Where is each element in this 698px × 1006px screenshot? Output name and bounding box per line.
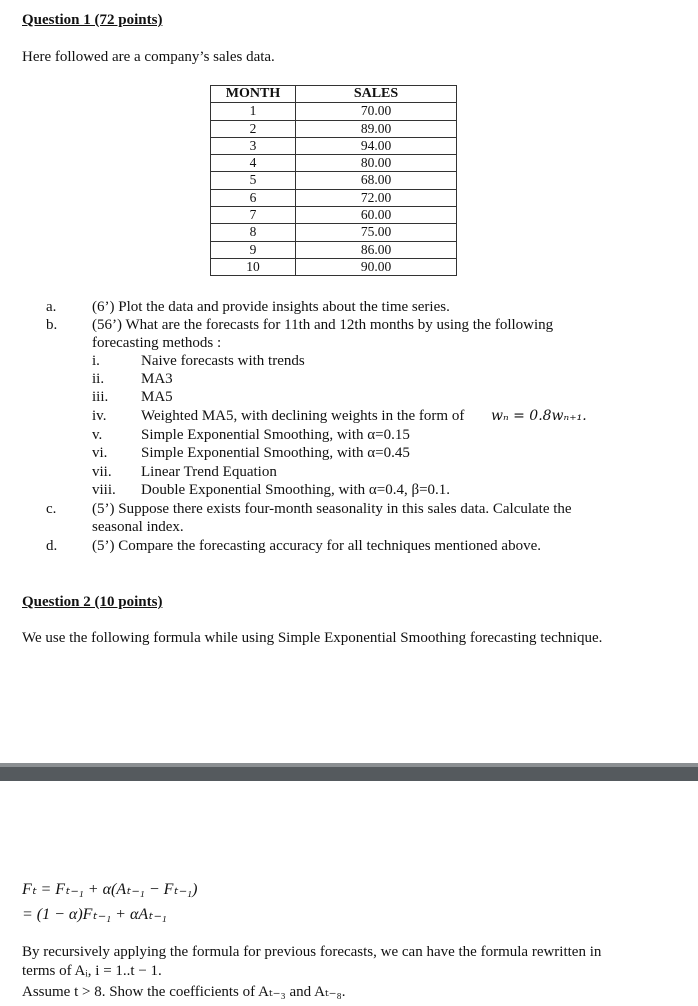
table-row (211, 103, 457, 120)
page-break (0, 767, 698, 781)
month-cell: 2 (211, 120, 296, 137)
item-b-label: b. (46, 317, 58, 333)
method-text: Simple Exponential Smoothing, with α=0.45 (141, 445, 410, 461)
sales-cell: 60.00 (296, 207, 457, 224)
table-row (211, 172, 457, 189)
method-text: Linear Trend Equation (141, 464, 277, 480)
table-row (211, 189, 457, 206)
method-label: i. (92, 353, 100, 369)
question-2-para-3: Assume t > 8. Show the coefficients of Aₜ₋₃ and Aₜ₋₈. (22, 984, 346, 1000)
method-label: viii. (92, 482, 116, 498)
item-a-label: a. (46, 299, 57, 315)
sales-cell: 90.00 (296, 258, 457, 275)
question-2-title: Question 2 (10 points) (22, 594, 163, 610)
table-row (211, 241, 457, 258)
weights-formula: wₙ = 0.8wₙ₊₁. (491, 408, 587, 424)
item-c-text-1: (5’) Suppose there exists four-month seasonality in this sales data. Calculate the (92, 501, 572, 517)
question-2-para-1: By recursively applying the formula for previous forecasts, we can have the formula rewritten in (22, 944, 602, 960)
month-cell: 3 (211, 137, 296, 154)
method-label: ii. (92, 371, 105, 387)
table-row (211, 155, 457, 172)
item-c-label: c. (46, 501, 57, 517)
month-cell: 6 (211, 189, 296, 206)
method-text: MA5 (141, 389, 173, 405)
formula-line-2: = (1 − α)Fₜ₋₁ + αAₜ₋₁ (22, 906, 167, 923)
month-cell: 10 (211, 258, 296, 275)
sales-cell: 80.00 (296, 155, 457, 172)
method-label: vi. (92, 445, 108, 461)
table-row (211, 120, 457, 137)
sales-cell: 70.00 (296, 103, 457, 120)
item-b-text-2: forecasting methods : (92, 335, 222, 351)
method-label: v. (92, 427, 103, 443)
sales-cell: 89.00 (296, 120, 457, 137)
item-c-text-2: seasonal index. (92, 519, 184, 535)
method-text: Weighted MA5, with declining weights in the form of (141, 408, 465, 424)
question-1-title: Question 1 (72 points) (22, 12, 163, 28)
question-2-intro: We use the following formula while using Simple Exponential Smoothing forecasting technique. (22, 630, 603, 646)
month-cell: 7 (211, 207, 296, 224)
sales-table (210, 85, 457, 276)
sales-cell: 75.00 (296, 224, 457, 241)
sales-table-body (211, 103, 457, 276)
table-row (211, 207, 457, 224)
month-cell: 5 (211, 172, 296, 189)
table-row (211, 137, 457, 154)
sales-cell: 86.00 (296, 241, 457, 258)
month-cell: 9 (211, 241, 296, 258)
sales-cell: 94.00 (296, 137, 457, 154)
month-cell: 8 (211, 224, 296, 241)
method-text: Simple Exponential Smoothing, with α=0.15 (141, 427, 410, 443)
item-d-label: d. (46, 538, 58, 554)
method-label: vii. (92, 464, 112, 480)
sales-cell: 68.00 (296, 172, 457, 189)
question-1-intro: Here followed are a company’s sales data. (22, 49, 275, 65)
item-a-text: (6’) Plot the data and provide insights about the time series. (92, 299, 450, 315)
method-label: iv. (92, 408, 107, 424)
method-text: MA3 (141, 371, 173, 387)
item-d-text: (5’) Compare the forecasting accuracy for all techniques mentioned above. (92, 538, 541, 554)
month-cell: 1 (211, 103, 296, 120)
question-2-para-2: terms of Aᵢ, i = 1..t − 1. (22, 963, 162, 979)
method-label: iii. (92, 389, 109, 405)
table-header-month: MONTH (211, 86, 296, 103)
method-text: Double Exponential Smoothing, with α=0.4, β=0.1. (141, 482, 451, 498)
month-cell: 4 (211, 155, 296, 172)
table-row (211, 224, 457, 241)
formula-line-1: Fₜ = Fₜ₋₁ + α(Aₜ₋₁ − Fₜ₋₁) (22, 881, 198, 898)
table-row (211, 258, 457, 275)
table-header-sales: SALES (296, 86, 457, 103)
item-b-text-1: (56’) What are the forecasts for 11th and 12th months by using the following (92, 317, 554, 333)
method-text: Naive forecasts with trends (141, 353, 305, 369)
sales-cell: 72.00 (296, 189, 457, 206)
